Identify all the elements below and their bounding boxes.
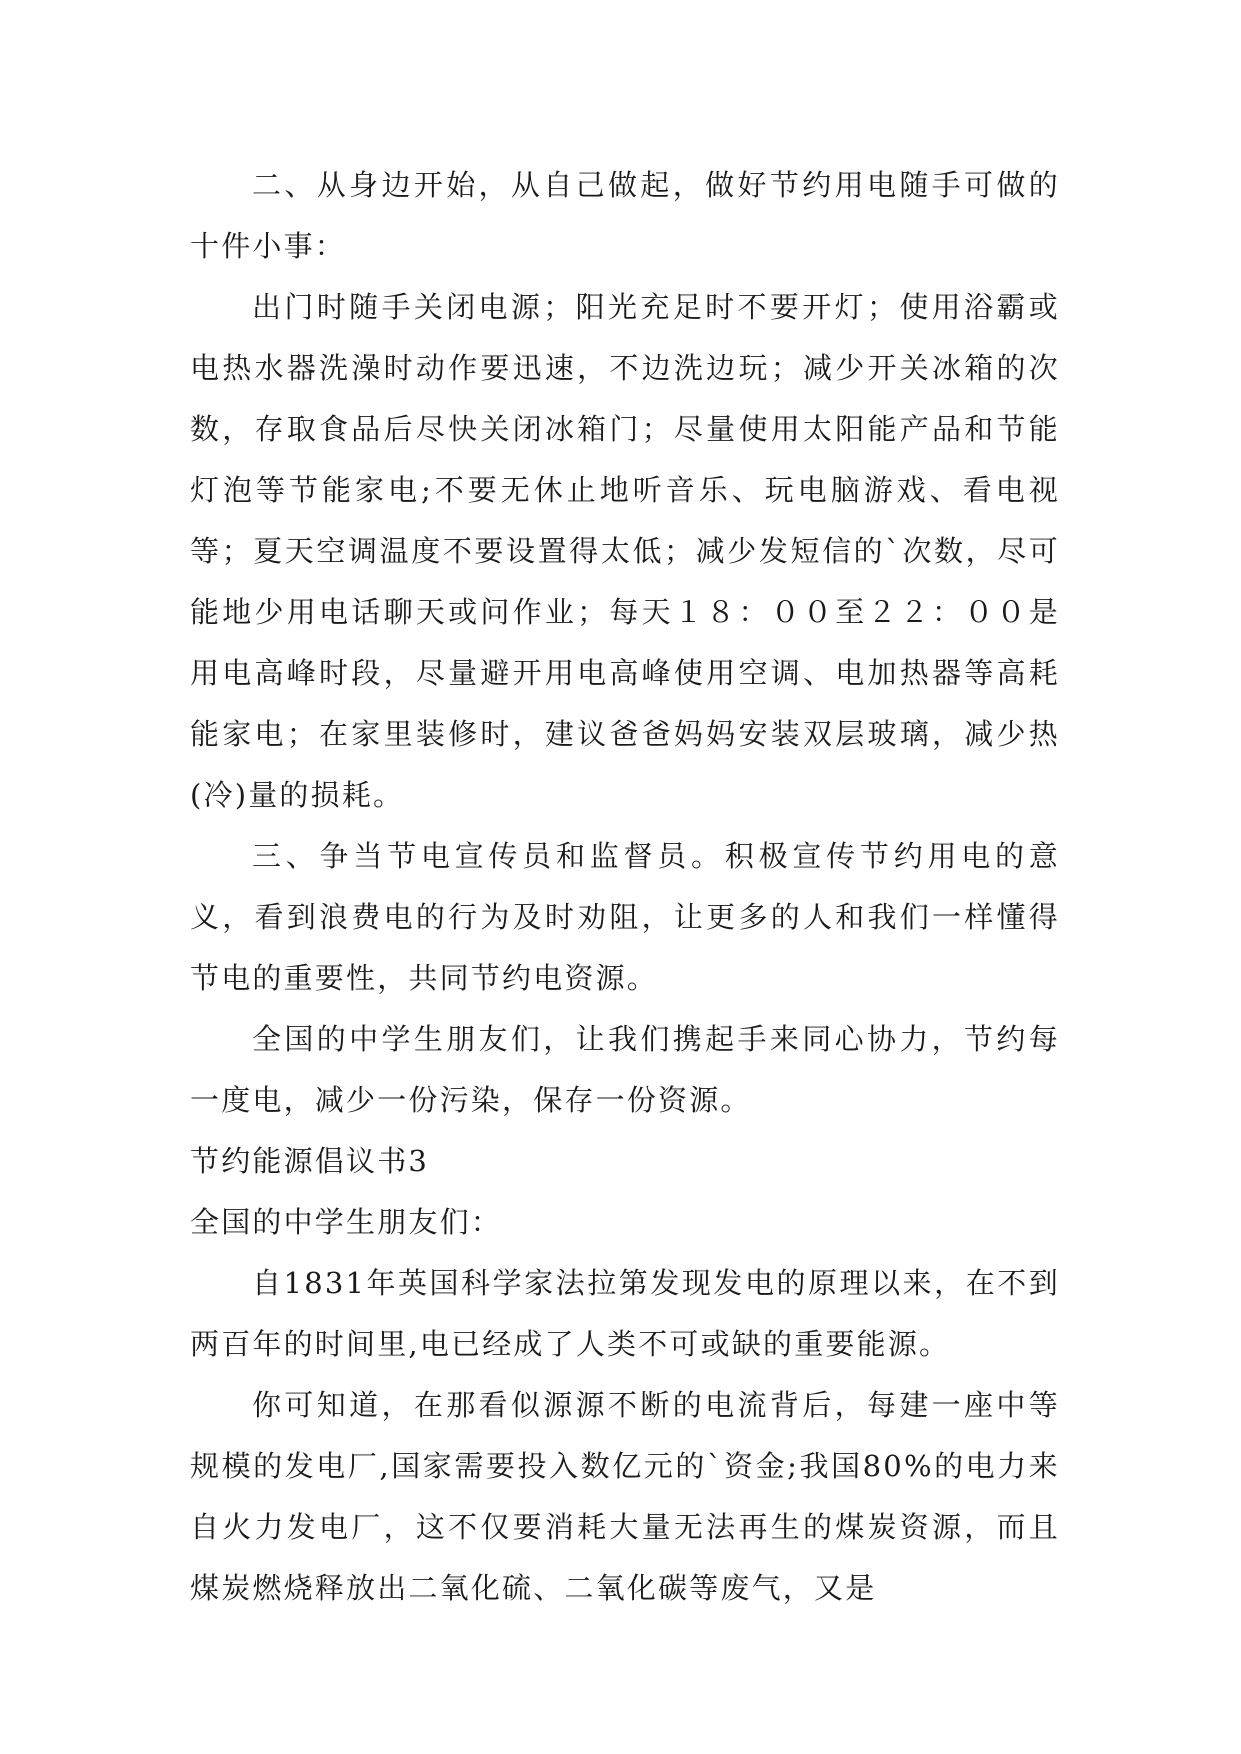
salutation: 全国的中学生朋友们： (190, 1205, 503, 1239)
paragraph-faraday-history: 自1831年英国科学家法拉第发现发电的原理以来，在不到两百年的时间里,电已经成了人类不可或缺的重要能源。 (190, 1266, 1060, 1361)
paragraph-section-two-heading: 二、从身边开始，从自己做起，做好节约用电随手可做的十件小事： (190, 168, 1060, 263)
document-title-proposal-3: 节约能源倡议书3 (190, 1144, 430, 1178)
paragraph-power-plant-cost: 你可知道，在那看似源源不断的电流背后，每建一座中等规模的发电厂,国家需要投入数亿元的`资金;我国80%的电力来自火力发电厂，这不仅要消耗大量无法再生的煤炭资源，而且煤炭燃烧释放出二氧化硫、二氧化碳等废气，又是 (190, 1388, 1060, 1605)
paragraph-section-three: 三、争当节电宣传员和监督员。积极宣传节约用电的意义，看到浪费电的行为及时劝阻，让更多的人和我们一样懂得节电的重要性，共同节约电资源。 (190, 839, 1060, 995)
paragraph-closing-call: 全国的中学生朋友们，让我们携起手来同心协力，节约每一度电，减少一份污染，保存一份资源。 (190, 1022, 1060, 1117)
paragraph-ten-small-things: 出门时随手关闭电源；阳光充足时不要开灯；使用浴霸或电热水器洗澡时动作要迅速，不边洗边玩；减少开关冰箱的次数，存取食品后尽快关闭冰箱门；尽量使用太阳能产品和节能灯泡等节能家电;不要无休止地听音乐、玩电脑游戏、看电视等；夏天空调温度不要设置得太低；减少发短信的`次数，尽可能地少用电话聊天或问作业；每天１８：００至２２：００是用电高峰时段，尽量避开用电高峰使用空调、电加热器等高耗能家电；在家里装修时，建议爸爸妈妈安装双层玻璃，减少热(冷)量的损耗。 (190, 290, 1060, 812)
document-body (190, 155, 1060, 1619)
